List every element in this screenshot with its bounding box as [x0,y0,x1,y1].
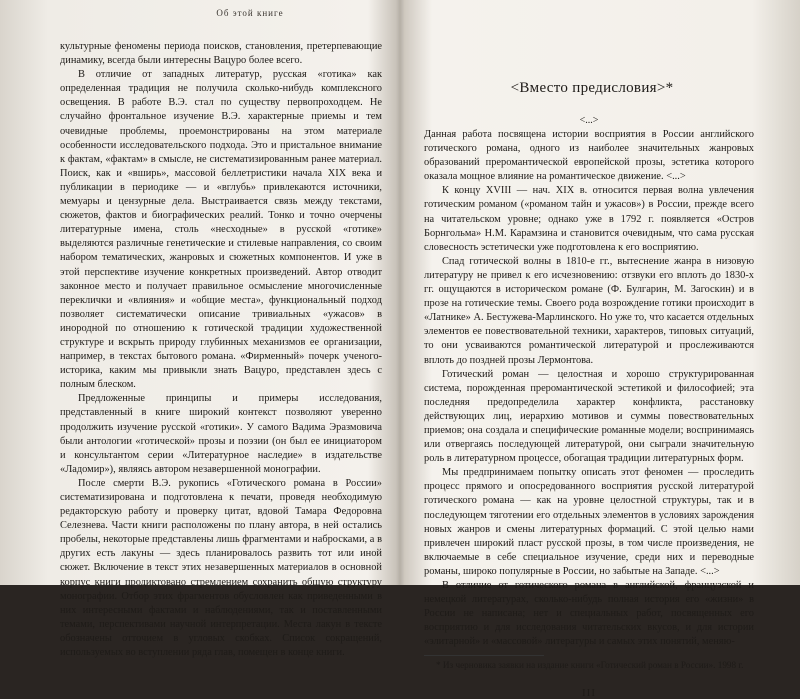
right-paragraph-3: Спад готической волны в 1810-е гг., вытеснение жанра в низовую литературу не привел к его исчезновению: отзвуки его вплоть до 1830-х гг. ощущаются в историческом романе (Ф. Булгарин, М. Загоскин) и в прозе на готические темы. Своего рода возрождение готики происходит в «Латнике» А. Бестужева-Марлинского. Но уже то, что касается отдельных элементов ее повествовательной техники, характеров, типовых ситуаций, то они усваиваются романтической литературой и прослеживаются вплоть до поздней прозы Лермонтова. [424,255,754,366]
page-number: III [582,687,596,699]
running-head: Об этой книге [216,8,284,18]
footnote: * Из черновика заявки на издание книги «Готический роман в России». 1998 г. [436,660,744,671]
footnote-rule [424,655,544,656]
left-paragraph-3: Предложенные принципы и примеры исследования, представленный в книге широкий контекст позволяют уверенно продолжить изучение русской «готики». У самого Вадима Эразмовича были антологии «готической» прозы и поэзии (он был ее инициатором и консультантом серии «Литературное наследие» в издательстве «Ладомир»), являясь автором незавершенной монографии. [60,393,382,475]
right-page [402,0,800,699]
right-paragraph-1: Данная работа посвящена истории восприятия в России английского готического романа, одного из наиболее значительных жанровых образований преромантической европейской прозы, эстетика которого оказала мощное влияние на романтическое движение. <...> [424,129,754,183]
left-page [0,0,398,659]
right-page-body [424,80,754,699]
right-paragraph-5: Мы предпринимаем попытку описать этот феномен — проследить процесс прямого и опосредованного восприятия русской литературой готического романа — как на уровне целостной структуры, так и в последующем тяготении его отдельных элементов в условиях зарождения новых жанров и смены литературных формаций. С этой целью нами привлечен широкий пласт русской прозы, в том числе произведения, не включаемые в себе специальное изучение, среди них и переводные романы, широко популярные в России, но забытые на Западе. <...> [424,467,754,577]
left-paragraph-4: После смерти В.Э. рукопись «Готического романа в России» систематизирована и подготовлена к печати, проведя необходимую редакторскую работу и проверку цитат, вдовой Тамара Федоровна Селезнева. Части книги расположены по плану автора, в ней остались пробелы, некоторые представлены лишь фрагментами и набросками, а в других есть лакуны — здесь планировалось развить тот или иной сюжет. Включение в текст этих незавершенных материалов в основной корпус книги продиктовано стремлением сохранить общую структуру монографии. Отбор этих фрагментов обусловлен как приведенными в них интересными фактами и наблюдениями, так и поставленными темами, перспективами научной интерпретации. Места лакун в тексте обозначены отточием в угловых скобках. Список сокращений, используемых во вступлении ряда глав, помещен в конце книги. [60,477,382,659]
left-page-body [60,40,382,660]
left-paragraph-2: В отличие от западных литератур, русская «готика» как определенная традиция не получила сколько-нибудь комплексного освещения. В работе В.Э. стал по существу первопроходцем. Не случайно фронтальное изучение В.Э. характерные приемы и тем очевидные проблемы, проемонстрированы на этом материале особенности исследовательского подхода. Это и пристальное внимание к фактам, «фактам» в смысле, не систематизированным ранее материал. Поиск, как и «вширь», массовой беллетристики начала XIX века и публикации в периодике — и «вглубь» привлекаются источники, мемуары и цензурные дела. Выстраивается связь между текстами, сюжетов, фактов и биографических реалий. Тонко и точно очерчены литературные имена, столь «несходные» в русской «готике» выделяются различные генетические и стилевые направления, со своим набором тематических, жанровых и сюжетных компонентов. И уже в этой перспективе изучение конкретных произведений. Автор отводит законное место и получает правильное осмысление многочисленные переклички и «влияния» и «общие места», функциональный подход позволяет систематически описание тривиальных «ужасов» в инородной по отношению к готической традиции художественной структуре и вскрыть природу глубинных механизмов ее организации, например, в текстах бытового романа. «Фирменный» почерк ученого-историка, каким мы привыкли знать Вацуро, представлен здесь с полным блеском. [60,69,382,391]
right-paragraph-2: К концу XVIII — нач. XIX в. относится первая волна увлечения готическим романом («романом тайн и ужасов») в России, прежде всего на читательском уровне; однако уже в 1792 г. появляется «Остров Борнгольма» Н.М. Карамзина и становится очевидным, что сама русская словесность эстетически уже подготовлена к его восприятию. [424,185,754,253]
ellipsis-mark: <...> [579,115,599,126]
right-paragraph-6: В отличие от готического романа в английской, французской и немецкой литературах, сколько-нибудь полная история его «жизни» в России не написана; нет и специальных работ, посвященных его восприятию и для исследования читательских вкусов, и для истории «элитарной» и «массовой» литературы и самых этих понятий, меняю- [424,580,754,648]
right-paragraph-4: Готический роман — целостная и хорошо структурированная система, порожденная преромантической эстетикой и философией; эта последняя предопределила характер конфликта, расстановку действующих лиц, иерархию мотивов и суммы повествовательных приемов; она создала и специфические романные модели; воспринимаясь или отвергаясь последующей литературой, они сыграли значительную роль в литературном процессе, обогащая традиции литературных форм. [424,368,754,465]
left-paragraph-1: культурные феномены периода поисков, становления, претерпевающие динамику, всегда были интересны Вацуро более всего. [60,41,382,67]
right-page-text [424,128,754,649]
section-heading: <Вместо предисловия>* [510,80,674,96]
